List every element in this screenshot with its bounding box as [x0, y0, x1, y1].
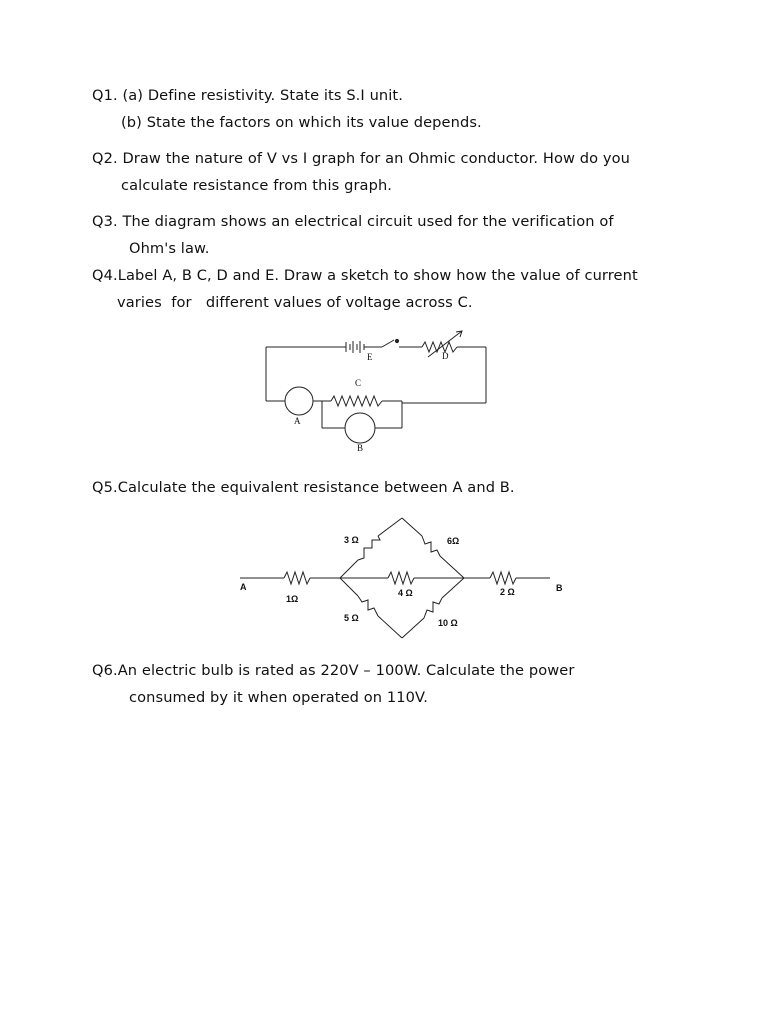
q2-line-2: calculate resistance from this graph. [121, 177, 393, 194]
q3-line-1: Q3. The diagram shows an electrical circuit used for the verification of [92, 213, 614, 230]
label-e: E [367, 352, 373, 362]
q4-line-2: varies for different values of voltage across C. [117, 294, 473, 311]
label-a: A [294, 416, 301, 426]
resistor-5-label: 5 Ω [344, 613, 359, 623]
q5-line: Q5.Calculate the equivalent resistance between A and B. [92, 479, 515, 496]
q6-line-2: consumed by it when operated on 110V. [129, 689, 428, 706]
label-d: D [442, 351, 449, 361]
resistor-network-diagram [228, 510, 578, 645]
resistor-4-label: 4 Ω [398, 588, 413, 598]
q2-line-1: Q2. Draw the nature of V vs I graph for an Ohmic conductor. How do you [92, 150, 631, 167]
terminal-a-label: A [240, 582, 247, 592]
q4-line-1: Q4.Label A, B C, D and E. Draw a sketch to show how the value of current [92, 267, 638, 284]
resistor-10-label: 10 Ω [438, 618, 458, 628]
label-c: C [355, 378, 362, 388]
terminal-b-label: B [556, 583, 563, 593]
resistor-6-label: 6Ω [447, 536, 460, 546]
label-b: B [357, 443, 364, 453]
q1-part-a: Q1. (a) Define resistivity. State its S.I unit. [92, 87, 403, 104]
q3-line-2: Ohm's law. [129, 240, 210, 257]
resistor-3-label: 3 Ω [344, 535, 359, 545]
q6-line-1: Q6.An electric bulb is rated as 220V – 100W. Calculate the power [92, 662, 575, 679]
ohms-law-circuit-diagram [258, 325, 494, 457]
q1-part-b: (b) State the factors on which its value depends. [121, 114, 482, 131]
resistor-1-label: 1Ω [286, 594, 299, 604]
resistor-2-label: 2 Ω [500, 587, 515, 597]
